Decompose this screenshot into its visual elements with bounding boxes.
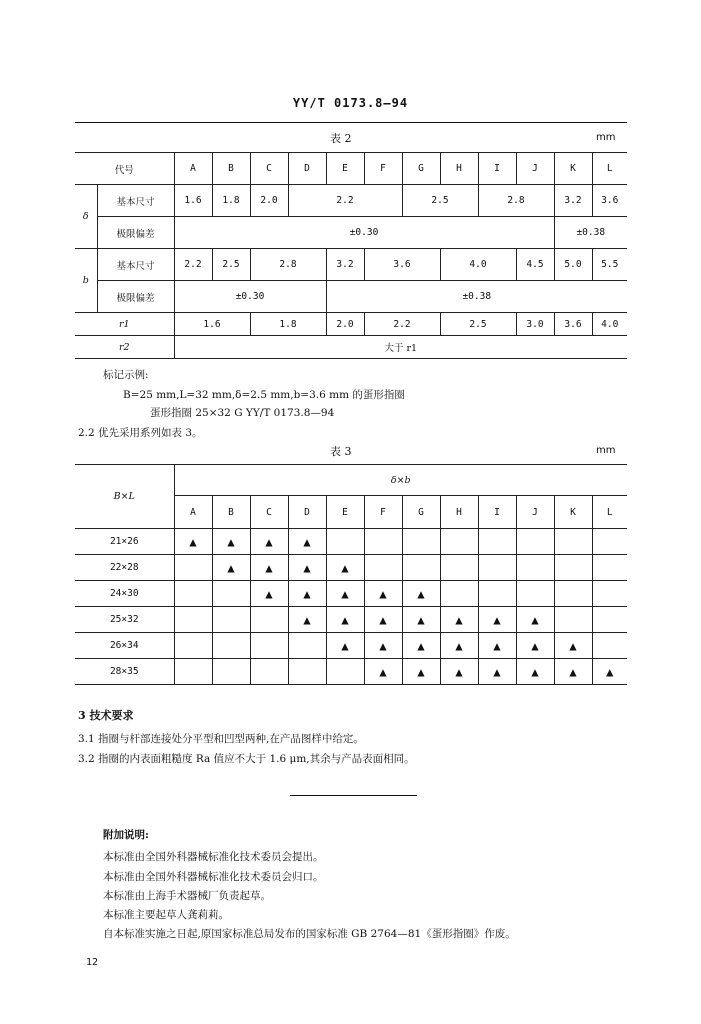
table3-empty-cell <box>592 581 627 607</box>
notes-line: 本标准由全国外科器械标准化技术委员会提出。 <box>103 851 324 863</box>
b-tolerance-value: ±0.30 <box>174 281 326 313</box>
table3-empty-cell <box>250 659 288 685</box>
t3-code-l: L <box>592 496 627 529</box>
r1-value: 3.0 <box>516 313 554 336</box>
clause-2-2: 2.2 优先采用系列如表 3。 <box>78 427 203 439</box>
delta-basic-value: 2.0 <box>250 185 288 217</box>
triangle-mark-icon: ▲ <box>402 633 440 659</box>
code-g: G <box>402 153 440 185</box>
triangle-mark-icon: ▲ <box>250 555 288 581</box>
delta-basic-label: 基本尺寸 <box>97 185 174 217</box>
table3-empty-cell <box>516 529 554 555</box>
r1-value: 2.0 <box>326 313 364 336</box>
table3-empty-cell <box>592 633 627 659</box>
t3-code-i: I <box>478 496 516 529</box>
triangle-mark-icon: ▲ <box>554 633 592 659</box>
table3-caption: 表 3 <box>330 445 352 458</box>
t3-code-h: H <box>440 496 478 529</box>
delta-basic-value: 3.6 <box>592 185 627 217</box>
code-d: D <box>288 153 326 185</box>
standard-code-header: YY/T 0173.8—94 <box>292 96 409 110</box>
delta-basic-value: 2.5 <box>402 185 478 217</box>
table3-empty-cell <box>478 581 516 607</box>
delta-basic-value: 2.2 <box>288 185 402 217</box>
notes-line: 本标准主要起草人龚莉莉。 <box>103 909 229 921</box>
table3-empty-cell <box>174 633 212 659</box>
b-basic-value: 2.5 <box>212 249 250 281</box>
code-b: B <box>212 153 250 185</box>
notes-title: 附加说明: <box>103 829 149 841</box>
triangle-mark-icon: ▲ <box>402 581 440 607</box>
r2-value: 大于 r1 <box>174 336 627 359</box>
delta-tolerance-label: 极限偏差 <box>97 217 174 249</box>
t3-code-d: D <box>288 496 326 529</box>
r1-value: 2.5 <box>440 313 516 336</box>
t3-code-g: G <box>402 496 440 529</box>
code-h: H <box>440 153 478 185</box>
table3-empty-cell <box>174 659 212 685</box>
table3-empty-cell <box>440 529 478 555</box>
b-basic-row <box>75 249 627 281</box>
triangle-mark-icon: ▲ <box>402 659 440 685</box>
r1-value: 3.6 <box>554 313 592 336</box>
r2-label: r2 <box>75 336 174 359</box>
table3-empty-cell <box>212 659 250 685</box>
table3-body <box>75 529 627 685</box>
code-k: K <box>554 153 592 185</box>
b-basic-value: 3.2 <box>326 249 364 281</box>
r1-value: 4.0 <box>592 313 627 336</box>
delta-basic-value: 1.8 <box>212 185 250 217</box>
r1-label: r1 <box>75 313 174 336</box>
table2-header-row <box>75 153 627 185</box>
table3-row <box>75 529 627 555</box>
triangle-mark-icon: ▲ <box>364 607 402 633</box>
code-f: F <box>364 153 402 185</box>
r1-value: 2.2 <box>364 313 440 336</box>
b-basic-value: 4.0 <box>440 249 516 281</box>
table3-row-label: 21×26 <box>75 529 174 555</box>
table3-unit: mm <box>596 445 616 456</box>
triangle-mark-icon: ▲ <box>326 633 364 659</box>
delta-tolerance-value: ±0.30 <box>174 217 554 249</box>
triangle-mark-icon: ▲ <box>516 659 554 685</box>
b-tolerance-label: 极限偏差 <box>97 281 174 313</box>
table3-row-label: 22×28 <box>75 555 174 581</box>
code-j: J <box>516 153 554 185</box>
table3-empty-cell <box>174 581 212 607</box>
triangle-mark-icon: ▲ <box>326 581 364 607</box>
table3-empty-cell <box>592 607 627 633</box>
table3-empty-cell <box>326 659 364 685</box>
table3-empty-cell <box>402 529 440 555</box>
table3-empty-cell <box>440 555 478 581</box>
b-basic-label: 基本尺寸 <box>97 249 174 281</box>
table3-row <box>75 555 627 581</box>
table3 <box>75 464 627 685</box>
r2-row <box>75 336 627 359</box>
example-line-2: 蛋形指圈 25×32 G YY/T 0173.8—94 <box>150 407 335 419</box>
code-header: 代号 <box>75 153 174 185</box>
delta-basic-value: 2.8 <box>478 185 554 217</box>
b-basic-value: 5.5 <box>592 249 627 281</box>
triangle-mark-icon: ▲ <box>478 633 516 659</box>
table3-empty-cell <box>592 555 627 581</box>
triangle-mark-icon: ▲ <box>326 607 364 633</box>
table3-empty-cell <box>288 659 326 685</box>
triangle-mark-icon: ▲ <box>364 633 402 659</box>
triangle-mark-icon: ▲ <box>592 659 627 685</box>
page-number: 12 <box>86 957 99 968</box>
table3-empty-cell <box>516 581 554 607</box>
example-label: 标记示例: <box>103 369 149 381</box>
table3-row <box>75 581 627 607</box>
b-basic-value: 5.0 <box>554 249 592 281</box>
triangle-mark-icon: ▲ <box>288 555 326 581</box>
triangle-mark-icon: ▲ <box>326 555 364 581</box>
table3-row-label: 28×35 <box>75 659 174 685</box>
triangle-mark-icon: ▲ <box>364 659 402 685</box>
t3-code-f: F <box>364 496 402 529</box>
triangle-mark-icon: ▲ <box>212 555 250 581</box>
clause-3-2: 3.2 指圈的内表面粗糙度 Ra 值应不大于 1.6 μm,其余与产品表面相同。 <box>78 753 415 765</box>
b-symbol: b <box>75 249 97 313</box>
notes-line: 自本标准实施之日起,原国家标准总局发布的国家标准 GB 2764—81《蛋形指圈》作废。 <box>103 928 516 940</box>
table3-row <box>75 659 627 685</box>
t3-code-a: A <box>174 496 212 529</box>
table3-empty-cell <box>326 529 364 555</box>
table3-empty-cell <box>212 581 250 607</box>
table3-header-row <box>75 465 627 496</box>
code-c: C <box>250 153 288 185</box>
b-basic-value: 4.5 <box>516 249 554 281</box>
delta-symbol: δ <box>75 185 97 249</box>
notes-line: 本标准由全国外科器械标准化技术委员会归口。 <box>103 871 324 883</box>
table3-empty-cell <box>440 581 478 607</box>
r1-value: 1.8 <box>250 313 326 336</box>
table3-row <box>75 607 627 633</box>
triangle-mark-icon: ▲ <box>440 633 478 659</box>
table3-empty-cell <box>364 555 402 581</box>
triangle-mark-icon: ▲ <box>174 529 212 555</box>
table3-empty-cell <box>364 529 402 555</box>
triangle-mark-icon: ▲ <box>250 581 288 607</box>
table3-empty-cell <box>212 633 250 659</box>
clause-3-1: 3.1 指圈与杆部连接处分平型和凹型两种,在产品图样中给定。 <box>78 733 364 745</box>
table3-empty-cell <box>554 607 592 633</box>
table3-row <box>75 633 627 659</box>
table3-empty-cell <box>592 529 627 555</box>
b-basic-value: 2.2 <box>174 249 212 281</box>
triangle-mark-icon: ▲ <box>250 529 288 555</box>
table3-empty-cell <box>212 607 250 633</box>
b-basic-value: 2.8 <box>250 249 326 281</box>
triangle-mark-icon: ▲ <box>288 607 326 633</box>
table3-empty-cell <box>554 555 592 581</box>
triangle-mark-icon: ▲ <box>440 659 478 685</box>
code-e: E <box>326 153 364 185</box>
table2-top-rule <box>75 122 627 123</box>
table3-row-label: 24×30 <box>75 581 174 607</box>
triangle-mark-icon: ▲ <box>516 607 554 633</box>
table3-empty-cell <box>478 555 516 581</box>
t3-code-b: B <box>212 496 250 529</box>
triangle-mark-icon: ▲ <box>288 581 326 607</box>
triangle-mark-icon: ▲ <box>516 633 554 659</box>
t3-code-e: E <box>326 496 364 529</box>
table2 <box>75 152 627 359</box>
delta-basic-value: 3.2 <box>554 185 592 217</box>
table2-caption: 表 2 <box>330 132 352 145</box>
table3-empty-cell <box>554 581 592 607</box>
r1-row <box>75 313 627 336</box>
table3-empty-cell <box>174 607 212 633</box>
table3-empty-cell <box>554 529 592 555</box>
delta-tolerance-row <box>75 217 627 249</box>
notes-line: 本标准由上海手术器械厂负责起草。 <box>103 890 271 902</box>
end-rule <box>290 795 417 796</box>
triangle-mark-icon: ▲ <box>288 529 326 555</box>
delta-basic-value: 1.6 <box>174 185 212 217</box>
triangle-mark-icon: ▲ <box>440 607 478 633</box>
delta-tolerance-value: ±0.38 <box>554 217 627 249</box>
section3-title: 3 技术要求 <box>78 709 134 722</box>
triangle-mark-icon: ▲ <box>402 607 440 633</box>
table3-empty-cell <box>250 607 288 633</box>
code-i: I <box>478 153 516 185</box>
t3-code-k: K <box>554 496 592 529</box>
table3-empty-cell <box>288 633 326 659</box>
b-basic-value: 3.6 <box>364 249 440 281</box>
table3-row-label: 26×34 <box>75 633 174 659</box>
b-tolerance-value: ±0.38 <box>326 281 627 313</box>
bxl-header: B×L <box>75 465 174 529</box>
table3-empty-cell <box>402 555 440 581</box>
triangle-mark-icon: ▲ <box>554 659 592 685</box>
table3-empty-cell <box>478 529 516 555</box>
b-tolerance-row <box>75 281 627 313</box>
table2-unit: mm <box>596 132 616 143</box>
t3-code-c: C <box>250 496 288 529</box>
table3-empty-cell <box>174 555 212 581</box>
t3-code-j: J <box>516 496 554 529</box>
delta-basic-row <box>75 185 627 217</box>
r1-value: 1.6 <box>174 313 250 336</box>
table3-row-label: 25×32 <box>75 607 174 633</box>
code-a: A <box>174 153 212 185</box>
deltaxb-header: δ×b <box>174 465 627 496</box>
triangle-mark-icon: ▲ <box>478 607 516 633</box>
example-line-1: B=25 mm,L=32 mm,δ=2.5 mm,b=3.6 mm 的蛋形指圈 <box>123 389 405 401</box>
table3-empty-cell <box>250 633 288 659</box>
triangle-mark-icon: ▲ <box>364 581 402 607</box>
code-l: L <box>592 153 627 185</box>
triangle-mark-icon: ▲ <box>478 659 516 685</box>
table3-empty-cell <box>516 555 554 581</box>
triangle-mark-icon: ▲ <box>212 529 250 555</box>
